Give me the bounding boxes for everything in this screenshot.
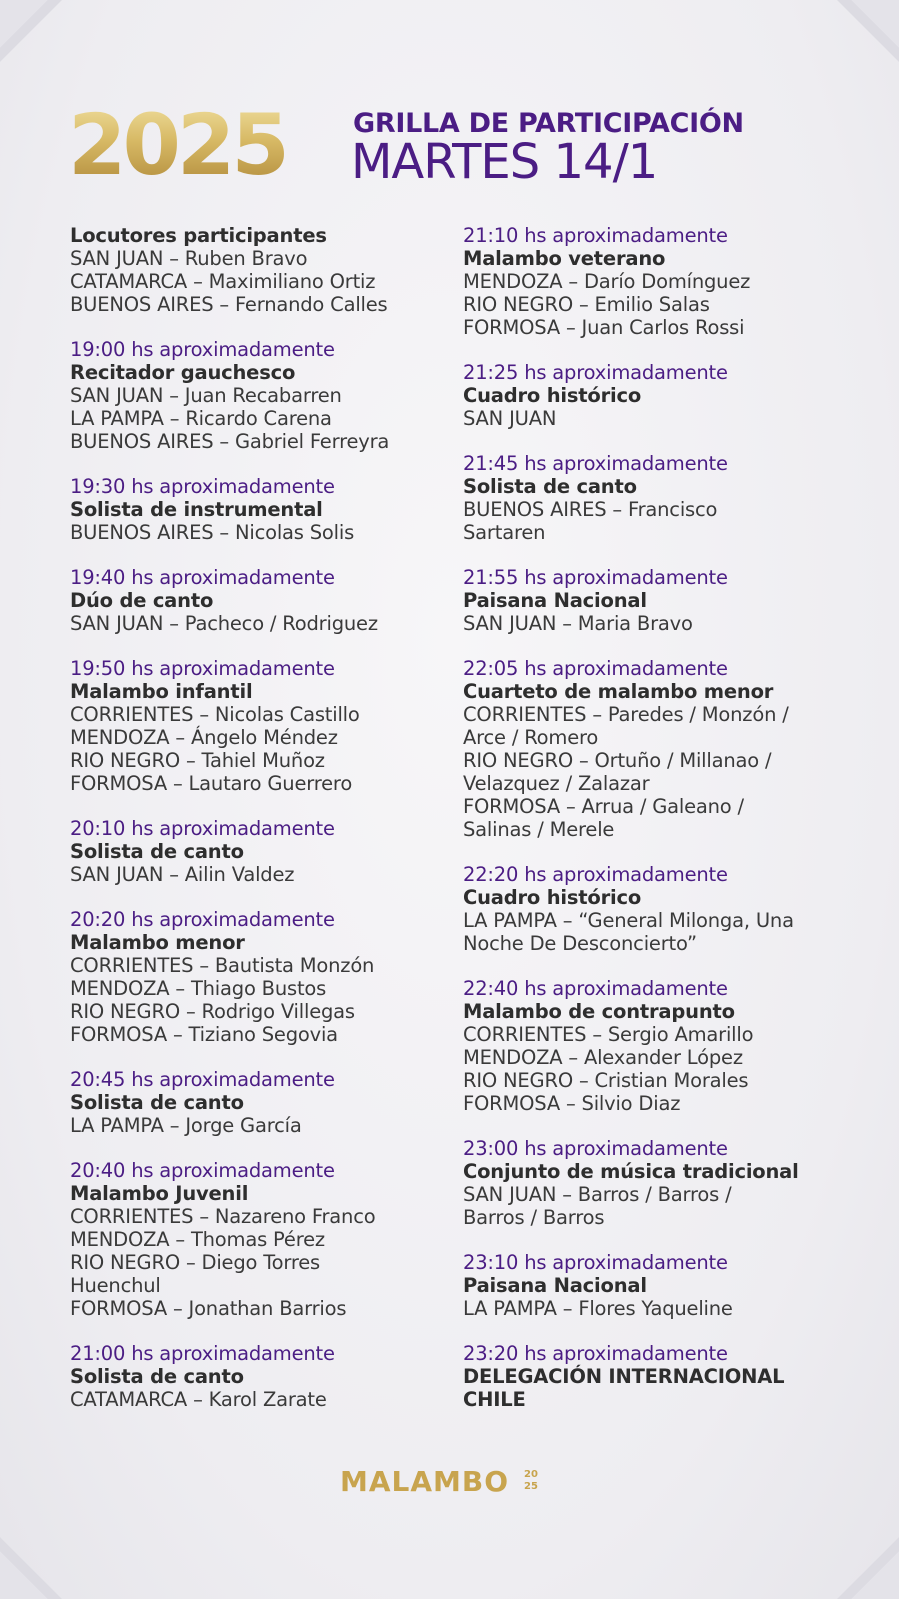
schedule-block xyxy=(463,977,843,1115)
participant-entry: MENDOZA – Ángelo Méndez xyxy=(70,726,338,749)
schedule-right-column xyxy=(463,224,843,1433)
participant-entry: LA PAMPA – Ricardo Carena xyxy=(70,407,332,430)
schedule-category: Solista de canto xyxy=(70,1091,244,1114)
schedule-category: Locutores participantes xyxy=(70,224,327,247)
participant-entry: MENDOZA – Thiago Bustos xyxy=(70,977,327,1000)
schedule-time: 19:50 hs aproximadamente xyxy=(70,657,335,680)
corner-ornament xyxy=(809,1509,899,1599)
schedule-category: Cuarteto de malambo menor xyxy=(463,680,774,703)
schedule-block xyxy=(70,657,450,795)
participant-entry: RIO NEGRO – Diego Torres xyxy=(70,1251,320,1274)
participant-entry: BUENOS AIRES – Francisco xyxy=(463,498,718,521)
participant-entry: MENDOZA – Thomas Pérez xyxy=(70,1228,325,1251)
participant-entry: Noche De Desconcierto” xyxy=(463,932,697,955)
schedule-time: 19:00 hs aproximadamente xyxy=(70,338,335,361)
schedule-block xyxy=(463,863,843,955)
schedule-category: Malambo menor xyxy=(70,931,245,954)
participant-entry: SAN JUAN – Ruben Bravo xyxy=(70,247,308,270)
participant-entry: SAN JUAN – Barros / Barros / xyxy=(463,1183,732,1206)
schedule-block xyxy=(463,566,843,635)
participant-entry: LA PAMPA – Flores Yaqueline xyxy=(463,1297,733,1320)
schedule-time: 20:45 hs aproximadamente xyxy=(70,1068,335,1091)
schedule-category: Solista de canto xyxy=(70,840,244,863)
participant-entry: SAN JUAN – Maria Bravo xyxy=(463,612,693,635)
schedule-block xyxy=(70,817,450,886)
schedule-time: 20:20 hs aproximadamente xyxy=(70,908,335,931)
schedule-time: 22:40 hs aproximadamente xyxy=(463,977,728,1000)
schedule-block xyxy=(463,1251,843,1320)
participant-entry: BUENOS AIRES – Nicolas Solis xyxy=(70,521,355,544)
participant-entry: RIO NEGRO – Rodrigo Villegas xyxy=(70,1000,355,1023)
participant-entry: Barros / Barros xyxy=(463,1206,605,1229)
schedule-block xyxy=(70,1159,450,1320)
schedule-category: Malambo Juvenil xyxy=(70,1182,249,1205)
schedule-time: 20:40 hs aproximadamente xyxy=(70,1159,335,1182)
schedule-time: 22:20 hs aproximadamente xyxy=(463,863,728,886)
schedule-category: Solista de canto xyxy=(463,475,637,498)
malambo-logo-year: 20 25 xyxy=(524,1469,538,1492)
schedule-block xyxy=(463,1137,843,1229)
schedule-time: 19:40 hs aproximadamente xyxy=(70,566,335,589)
participant-entry: BUENOS AIRES – Fernando Calles xyxy=(70,293,388,316)
schedule-category: Malambo infantil xyxy=(70,680,253,703)
participant-entry: MENDOZA – Alexander López xyxy=(463,1046,743,1069)
schedule-category: Cuadro histórico xyxy=(463,886,642,909)
header-subtitle: GRILLA DE PARTICIPACIÓN xyxy=(353,108,744,139)
participant-entry: Sartaren xyxy=(463,521,546,544)
participant-entry: MENDOZA – Darío Domínguez xyxy=(463,270,751,293)
corner-ornament xyxy=(809,0,899,90)
schedule-category: Conjunto de música tradicional xyxy=(463,1160,799,1183)
participant-entry: CORRIENTES – Bautista Monzón xyxy=(70,954,375,977)
participant-entry: SAN JUAN xyxy=(463,407,557,430)
participant-entry: Huenchul xyxy=(70,1274,161,1297)
participant-entry: RIO NEGRO – Ortuño / Millanao / xyxy=(463,749,772,772)
schedule-time: 21:00 hs aproximadamente xyxy=(70,1342,335,1365)
participant-entry: BUENOS AIRES – Gabriel Ferreyra xyxy=(70,430,390,453)
schedule-block xyxy=(70,908,450,1046)
participant-entry: RIO NEGRO – Emilio Salas xyxy=(463,293,710,316)
schedule-time: 20:10 hs aproximadamente xyxy=(70,817,335,840)
participant-entry: FORMOSA – Juan Carlos Rossi xyxy=(463,316,745,339)
schedule-block xyxy=(70,475,450,544)
participant-entry: SAN JUAN – Pacheco / Rodriguez xyxy=(70,612,378,635)
schedule-time: 21:55 hs aproximadamente xyxy=(463,566,728,589)
participant-entry: SAN JUAN – Ailin Valdez xyxy=(70,863,295,886)
schedule-block xyxy=(70,1342,450,1411)
participant-entry: FORMOSA – Arrua / Galeano / xyxy=(463,795,744,818)
participant-entry: LA PAMPA – “General Milonga, Una xyxy=(463,909,794,932)
participant-entry: LA PAMPA – Jorge García xyxy=(70,1114,302,1137)
participant-entry: FORMOSA – Tiziano Segovia xyxy=(70,1023,338,1046)
schedule-time: 19:30 hs aproximadamente xyxy=(70,475,335,498)
participant-entry: CORRIENTES – Paredes / Monzón / xyxy=(463,703,789,726)
schedule-category: Malambo veterano xyxy=(463,247,666,270)
schedule-block xyxy=(463,361,843,430)
schedule-time: 22:05 hs aproximadamente xyxy=(463,657,728,680)
participant-entry: Velazquez / Zalazar xyxy=(463,772,650,795)
schedule-time: 23:00 hs aproximadamente xyxy=(463,1137,728,1160)
participant-entry: RIO NEGRO – Cristian Morales xyxy=(463,1069,749,1092)
schedule-block xyxy=(70,1068,450,1137)
participant-entry: Arce / Romero xyxy=(463,726,599,749)
participant-entry: SAN JUAN – Juan Recabarren xyxy=(70,384,342,407)
schedule-block xyxy=(70,566,450,635)
participant-entry: CATAMARCA – Maximiliano Ortiz xyxy=(70,270,376,293)
schedule-category: Recitador gauchesco xyxy=(70,361,296,384)
schedule-block xyxy=(463,1342,843,1411)
participant-entry: CORRIENTES – Nicolas Castillo xyxy=(70,703,360,726)
participant-entry: RIO NEGRO – Tahiel Muñoz xyxy=(70,749,325,772)
malambo-logo: MALAMBO xyxy=(340,1465,510,1498)
schedule-left-column xyxy=(70,224,450,1433)
schedule-time: 23:10 hs aproximadamente xyxy=(463,1251,728,1274)
participant-entry: Salinas / Merele xyxy=(463,818,615,841)
header-date: MARTES 14/1 xyxy=(351,134,658,190)
participant-entry: CORRIENTES – Nazareno Franco xyxy=(70,1205,376,1228)
schedule-category: Cuadro histórico xyxy=(463,384,642,407)
participant-entry: CORRIENTES – Sergio Amarillo xyxy=(463,1023,754,1046)
schedule-category: Solista de instrumental xyxy=(70,498,323,521)
schedule-block xyxy=(463,452,843,544)
schedule-time: 23:20 hs aproximadamente xyxy=(463,1342,728,1365)
corner-ornament xyxy=(0,0,90,90)
schedule-category: Paisana Nacional xyxy=(463,589,647,612)
schedule-block xyxy=(463,224,843,339)
header-year: 2025 xyxy=(68,96,286,194)
participant-entry: FORMOSA – Jonathan Barrios xyxy=(70,1297,347,1320)
schedule-category: DELEGACIÓN INTERNACIONAL xyxy=(463,1365,785,1388)
schedule-category: Paisana Nacional xyxy=(463,1274,647,1297)
schedule-category: Dúo de canto xyxy=(70,589,214,612)
schedule-block xyxy=(70,338,450,453)
schedule-time: 21:10 hs aproximadamente xyxy=(463,224,728,247)
schedule-category: Malambo de contrapunto xyxy=(463,1000,735,1023)
participant-entry: CATAMARCA – Karol Zarate xyxy=(70,1388,327,1411)
corner-ornament xyxy=(0,1509,90,1599)
schedule-block xyxy=(70,224,450,316)
schedule-category: CHILE xyxy=(463,1388,526,1411)
schedule-block xyxy=(463,657,843,841)
schedule-category: Solista de canto xyxy=(70,1365,244,1388)
schedule-time: 21:45 hs aproximadamente xyxy=(463,452,728,475)
participant-entry: FORMOSA – Lautaro Guerrero xyxy=(70,772,353,795)
schedule-time: 21:25 hs aproximadamente xyxy=(463,361,728,384)
participant-entry: FORMOSA – Silvio Diaz xyxy=(463,1092,681,1115)
